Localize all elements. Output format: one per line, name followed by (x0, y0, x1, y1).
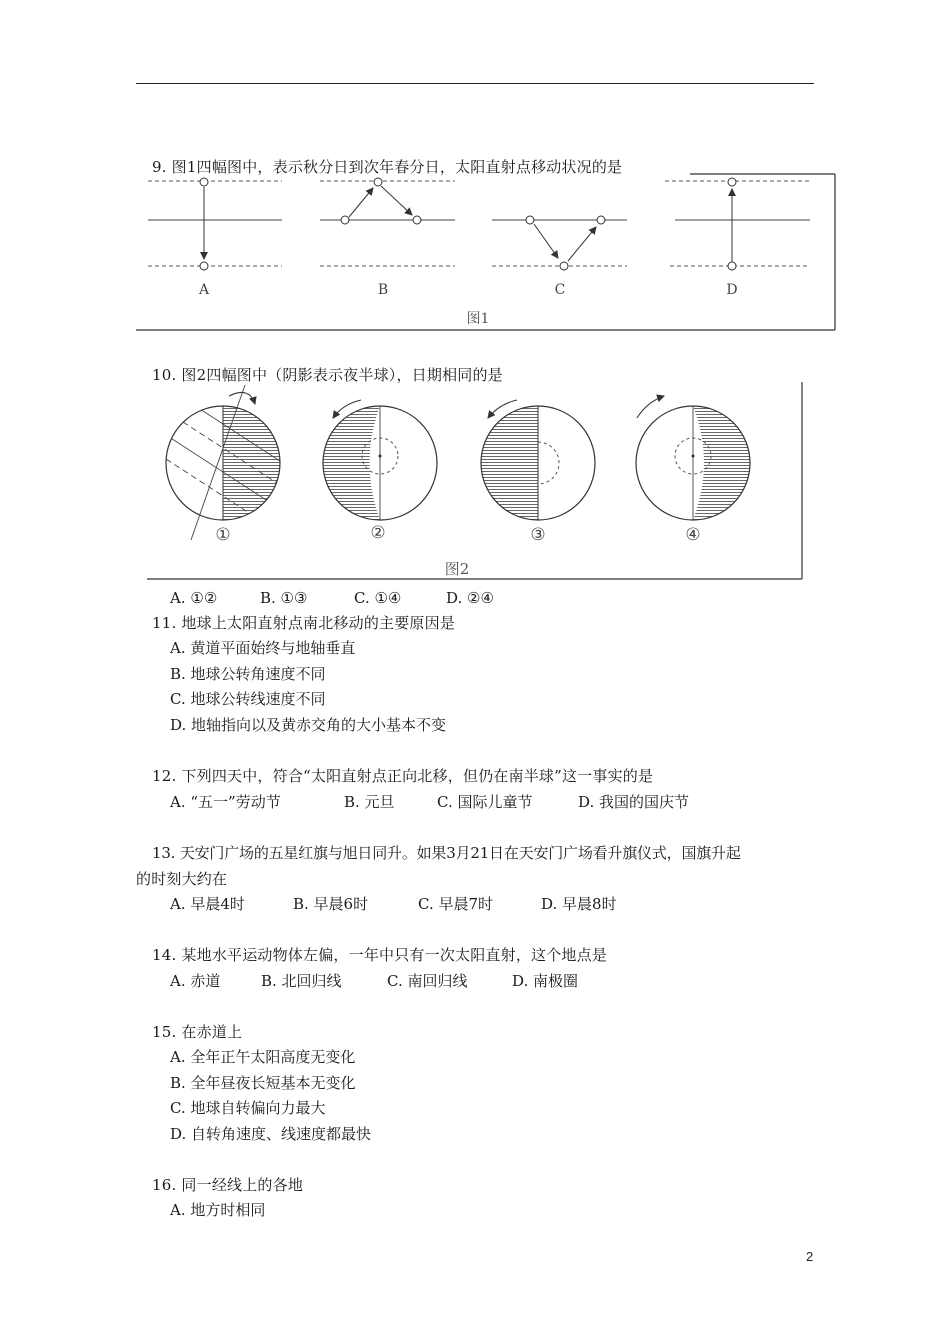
globe-1 (166, 385, 280, 540)
fig1-label-d: D (726, 282, 738, 298)
fig1-panel-d (665, 178, 810, 270)
q12-option-d[interactable]: D. 我国的国庆节 (578, 793, 690, 811)
globe-3 (481, 400, 595, 520)
fig1-panel-c (492, 216, 627, 270)
q13-option-d[interactable]: D. 早晨8时 (541, 895, 617, 913)
q13-option-a[interactable]: A. 早晨4时 (170, 895, 245, 913)
q12-option-b[interactable]: B. 元旦 (344, 793, 395, 811)
q12-option-c[interactable]: C. 国际儿童节 (437, 793, 533, 811)
figure-1 (130, 172, 842, 334)
q10-option-d[interactable]: D. ②④ (446, 589, 494, 607)
globe-label-2: ② (370, 523, 386, 543)
q11-stem: 11. 地球上太阳直射点南北移动的主要原因是 (152, 614, 456, 632)
globe-4 (636, 396, 750, 520)
q15-option-b[interactable]: B. 全年昼夜长短基本无变化 (170, 1074, 356, 1092)
fig1-panel-b (320, 178, 455, 266)
fig1-label-a: A (198, 282, 210, 298)
q11-option-d[interactable]: D. 地轴指向以及黄赤交角的大小基本不变 (170, 716, 447, 734)
q13-option-c[interactable]: C. 早晨7时 (418, 895, 494, 913)
q13-option-b[interactable]: B. 早晨6时 (293, 895, 369, 913)
q14-option-b[interactable]: B. 北回归线 (261, 972, 342, 990)
q14-option-c[interactable]: C. 南回归线 (387, 972, 468, 990)
fig2-caption: 图2 (444, 560, 470, 578)
q10-option-a[interactable]: A. ①② (170, 589, 218, 607)
fig1-panel-a (148, 178, 282, 270)
q15-stem: 15. 在赤道上 (152, 1023, 243, 1041)
figure-2 (145, 380, 810, 585)
q11-option-a[interactable]: A. 黄道平面始终与地轴垂直 (170, 639, 356, 657)
q16-option-a[interactable]: A. 地方时相同 (170, 1201, 266, 1219)
q12-stem: 12. 下列四天中，符合“太阳直射点正向北移，但仍在南半球”这一事实的是 (152, 767, 654, 785)
q12-option-a[interactable]: A. “五一”劳动节 (170, 793, 281, 811)
q14-stem: 14. 某地水平运动物体左偏，一年中只有一次太阳直射，这个地点是 (152, 946, 608, 964)
q16-stem: 16. 同一经线上的各地 (152, 1176, 304, 1194)
q13-stem-line2: 的时刻大约在 (136, 870, 228, 888)
q11-option-c[interactable]: C. 地球公转线速度不同 (170, 690, 326, 708)
header-rule (136, 83, 814, 84)
q9-stem: 9. 图1四幅图中，表示秋分日到次年春分日，太阳直射点移动状况的是 (152, 158, 623, 176)
fig1-label-b: B (377, 282, 389, 298)
q11-option-b[interactable]: B. 地球公转角速度不同 (170, 665, 326, 683)
q10-option-c[interactable]: C. ①④ (354, 589, 402, 607)
globe-label-3: ③ (530, 525, 546, 545)
q15-option-c[interactable]: C. 地球自转偏向力最大 (170, 1099, 326, 1117)
q10-option-b[interactable]: B. ①③ (260, 589, 308, 607)
q14-option-a[interactable]: A. 赤道 (170, 972, 221, 990)
fig1-caption: 图1 (466, 311, 490, 327)
globe-2 (323, 400, 437, 520)
globe-label-1: ① (215, 525, 231, 545)
q13-stem-line1: 13. 天安门广场的五星红旗与旭日同升。如果3月21日在天安门广场看升旗仪式，国旗升起 (152, 844, 741, 862)
page-number: 2 (806, 1249, 814, 1264)
globe-label-4: ④ (685, 525, 701, 545)
q15-option-d[interactable]: D. 自转角速度、线速度都最快 (170, 1125, 372, 1143)
fig1-label-c: C (554, 282, 566, 298)
q14-option-d[interactable]: D. 南极圈 (512, 972, 579, 990)
q10-stem: 10. 图2四幅图中（阴影表示夜半球），日期相同的是 (152, 366, 503, 384)
q15-option-a[interactable]: A. 全年正午太阳高度无变化 (170, 1048, 356, 1066)
